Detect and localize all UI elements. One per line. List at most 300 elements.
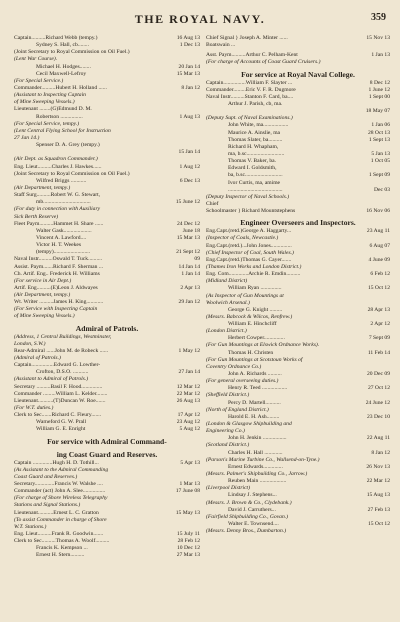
entry-line xyxy=(206,151,390,158)
entry-line xyxy=(14,285,200,292)
entry-text: Thomas V. Baker, ba. xyxy=(228,158,277,165)
entry-line xyxy=(206,464,390,471)
entry-line xyxy=(14,256,200,263)
entry-text: Crofton, D.S.O. ........... xyxy=(36,369,89,376)
entry-text: (Air Dept. as Squadron Commander.) xyxy=(14,156,98,163)
entry-text: Commander.........Eric V. F. R. Dugmore xyxy=(206,86,296,93)
entry-date: 8 Jan 12 xyxy=(371,449,390,456)
entry-text: George G. Knight ......... xyxy=(228,306,283,313)
entry-note xyxy=(14,206,200,213)
entry-line xyxy=(14,228,200,235)
entry-text: (London District.) xyxy=(206,328,247,335)
entry-line xyxy=(14,419,200,426)
entry-line xyxy=(14,538,200,545)
entry-text: (For duty in connection with Auxiliary xyxy=(14,206,101,213)
entry-text: Lieutenant ........(G)Edmund D. M. xyxy=(14,106,92,113)
entry-date: 23 Aug 11 xyxy=(366,228,390,235)
entry-text: Ernest H. Stern.......... xyxy=(36,552,85,559)
entry-note xyxy=(206,357,390,364)
entry-text: Edward I. Goldsmith, xyxy=(228,165,277,172)
entry-date: 15 June 12 xyxy=(175,199,200,206)
section-heading: Admiral of Patrols. xyxy=(75,323,139,333)
entry-text: (To assist Commander in charge of Shore xyxy=(14,516,107,523)
entry-text: Wilfred Briggs ........... xyxy=(36,177,87,184)
entry-text: Eng. Lieut..........Charles J. Hawkes...... xyxy=(14,163,102,170)
entry-line xyxy=(206,108,390,115)
entry-text: Eng. Com..............Archie R. Emdin.......... xyxy=(206,271,301,278)
entry-date: 1 Mar 13 xyxy=(179,481,200,488)
entry-date: 8 Dec 12 xyxy=(369,79,390,86)
entry-text: Chief Signal } Joseph A. Minter ...... xyxy=(206,35,288,41)
entry-date: 15 May 13 xyxy=(175,509,200,516)
entry-note xyxy=(14,313,200,320)
entry-date: 7 Sept 09 xyxy=(368,335,390,342)
entry-text: Commander .........William L. Kelder........ xyxy=(14,390,108,397)
entry-text: Reuben Main ................... xyxy=(228,478,287,485)
entry-line xyxy=(14,35,200,42)
running-title: THE ROYAL NAVY. xyxy=(134,12,266,26)
entry-line xyxy=(14,545,200,552)
entry-note xyxy=(14,376,200,383)
entry-text: (Messrs. Palmer's Shipbuilding Co., Jarrow.) xyxy=(206,471,308,478)
entry-note xyxy=(206,264,390,271)
entry-line xyxy=(206,201,390,208)
entry-text: (For service in Air Dept.) xyxy=(14,277,72,284)
entry-line xyxy=(14,412,200,419)
entry-text: Herbert Cowper............... xyxy=(228,335,285,342)
entry-line xyxy=(14,64,200,71)
entry-text: (Chief Inspector of Coal, South Wales.) xyxy=(206,249,294,256)
entry-line xyxy=(14,426,200,433)
entry-note xyxy=(14,99,200,106)
entry-date: 1 Jan 06 xyxy=(371,122,390,129)
entry-date: 27 Oct 12 xyxy=(367,385,390,392)
entry-date: 6 Dec 13 xyxy=(179,177,200,184)
entry-text: Coventry Ordnance Co.) xyxy=(206,363,262,370)
entry-line xyxy=(14,249,200,256)
entry-text: 27 Jan 14.) xyxy=(14,134,40,141)
entry-line xyxy=(206,52,390,59)
entry-text: (Assistant to Inspecting Captain xyxy=(14,92,86,99)
entry-line xyxy=(206,335,390,342)
entry-line xyxy=(206,450,390,457)
entry-text: Henry R. Teed .................. xyxy=(228,385,288,392)
section-heading: For service at Royal Naval College. xyxy=(241,69,355,79)
entry-line xyxy=(14,481,200,488)
entry-note xyxy=(206,428,390,435)
entry-date: 27 Jan 14 xyxy=(178,369,200,376)
entry-line xyxy=(206,35,390,42)
entry-date: 22 Aug 11 xyxy=(366,435,390,442)
entry-note xyxy=(206,364,390,371)
entry-text: Clerk to Sec.......Richard C. Fleury....... xyxy=(14,412,102,419)
entry-text: Ch. Artif. Eng.. Frederick H. Williams xyxy=(14,270,100,277)
entry-text: Sick Berth Reserve) xyxy=(14,213,59,220)
entry-text xyxy=(206,108,364,115)
entry-date: 29 Jan 12 xyxy=(178,299,200,306)
entry-text: Commander..........Hubert H. Holland ...... xyxy=(14,84,107,91)
entry-text: Michael H. Hodges........ xyxy=(36,63,91,70)
entry-date: 16 Nov 06 xyxy=(366,208,390,215)
entry-note xyxy=(206,442,390,449)
entry-note xyxy=(14,128,200,135)
entry-line xyxy=(206,137,390,144)
entry-text: (Inspector of Coals, Newcastle.) xyxy=(206,235,279,242)
entry-line xyxy=(206,80,390,87)
entry-date: 1 Aug 12 xyxy=(179,163,200,170)
entry-text: ma, b.sc........................... xyxy=(228,150,285,157)
entry-note xyxy=(14,92,200,99)
entry-note xyxy=(206,342,390,349)
entry-text: (Sheffield District.) xyxy=(206,392,250,399)
entry-date: 4 June 09 xyxy=(368,256,390,263)
entry-text: William G. E. Enright xyxy=(36,426,86,433)
entry-text: (Admiral of Patrols.) xyxy=(14,355,61,362)
entry-note xyxy=(14,214,200,221)
entry-text: Boatswain ... xyxy=(206,42,236,49)
entry-note xyxy=(14,355,200,362)
entry-date: 1 Sept 00 xyxy=(368,93,390,100)
entry-date: 18 May 07 xyxy=(365,108,390,115)
entry-date: 1 Sept 09 xyxy=(368,172,390,179)
entry-date: 17 June 08 xyxy=(175,488,200,495)
entry-text: William Ryan ............... xyxy=(228,285,282,292)
entry-text: (North of England District.) xyxy=(206,406,269,413)
entry-date: 21 Sept 12 xyxy=(176,249,200,256)
entry-text: mb.................................. xyxy=(36,199,91,206)
entry-note xyxy=(14,135,200,142)
entry-note xyxy=(206,115,390,122)
entry-text: (Assistant to Admiral of Patrols.) xyxy=(14,376,89,383)
entry-note xyxy=(14,495,200,502)
entry-text: (For Service with Inspecting Captain xyxy=(14,306,98,313)
entry-line xyxy=(206,158,390,165)
entry-text: (tempy).......................... xyxy=(36,249,91,256)
entry-line xyxy=(14,271,200,278)
entry-text: Robertson ................ xyxy=(36,113,83,120)
entry-note xyxy=(14,306,200,313)
entry-line xyxy=(14,192,200,199)
page-number: 359 xyxy=(371,12,386,23)
entry-date: 26 Nov 13 xyxy=(366,463,390,470)
entry-text: Maurice A. Ainslie, ma xyxy=(228,129,281,136)
entry-text: Captain................William F. Slayter ... xyxy=(206,79,293,86)
entry-text: (Thames Iron Works and London District.) xyxy=(206,263,302,270)
entry-date: 15 Mar 13 xyxy=(176,70,200,77)
entry-line xyxy=(206,271,390,278)
entry-date: 1 Sept 13 xyxy=(368,136,390,143)
entry-line xyxy=(206,435,390,442)
entry-text: Lieutenant...........(T)Duncan W. Roe....... xyxy=(14,397,106,404)
section-heading: ing Coast Guard and Reserves. xyxy=(56,449,158,459)
entry-date: 10 Dec 12 xyxy=(177,545,200,552)
entry-date: 15 Nov 13 xyxy=(366,35,390,41)
entry-note xyxy=(206,378,390,385)
entry-line xyxy=(14,362,200,369)
section-heading: Engineer Overseers and Inspectors. xyxy=(240,218,356,228)
entry-text: (For W.T. duties.) xyxy=(14,405,54,412)
entry-text: Asst. Paym..........Arthur C. Pelham-Kent xyxy=(206,52,298,59)
entry-line xyxy=(14,348,200,355)
entry-text: (For Special Service, tempy.) xyxy=(14,120,80,127)
entry-text: of Mine Sweeping Vessels.) xyxy=(14,313,75,320)
entry-line xyxy=(14,299,200,306)
entry-line xyxy=(206,122,390,129)
section-heading: For service with Admiral Command- xyxy=(47,436,167,446)
entry-line xyxy=(206,228,390,235)
entry-text xyxy=(14,149,177,156)
entry-note xyxy=(206,250,390,257)
entry-line xyxy=(206,257,390,264)
entry-note xyxy=(206,278,390,285)
entry-text: Naval Instr..........Stanton F. Card, ba.... xyxy=(206,93,294,100)
entry-note xyxy=(206,59,390,66)
entry-note xyxy=(14,517,200,524)
entry-text: Thomas Slater, ba.......... xyxy=(228,136,283,143)
entry-note xyxy=(14,467,200,474)
entry-note xyxy=(206,314,390,321)
entry-text: Engineering Co.) xyxy=(206,428,245,435)
entry-text: David J. Carruthers... xyxy=(228,506,276,513)
entry-text: Captain ..............Hugh H. D. Tothill... xyxy=(14,459,99,466)
entry-date: 11 Feb 14 xyxy=(367,349,390,356)
entry-text: Victor H. T. Weekes xyxy=(36,242,82,249)
entry-line xyxy=(206,521,390,528)
entry-text: Sydney S. Hall, cb........ xyxy=(36,42,89,49)
entry-line xyxy=(14,235,200,242)
entry-line xyxy=(206,144,390,151)
entry-date: 2 Apr 12 xyxy=(370,321,390,328)
entry-line xyxy=(206,307,390,314)
entry-date: 24 June 12 xyxy=(365,399,390,406)
entry-note xyxy=(206,485,390,492)
entry-date: 28 Apr 13 xyxy=(367,306,390,313)
entry-line xyxy=(14,171,200,178)
entry-text: Rear-Admiral ......John M. de Robeck ...... xyxy=(14,347,109,354)
entry-text: Eng. Lieut..........Frank R. Goodwin....... xyxy=(14,531,104,537)
entry-text: Coast Guard and Reserves.) xyxy=(14,473,78,480)
entry-date: 17 Apr 12 xyxy=(177,412,200,419)
entry-date: 23 Dec 10 xyxy=(367,413,390,420)
entry-text: (Air Department, tempy.) xyxy=(14,184,71,191)
entry-text: Walter Gask.................... xyxy=(36,227,92,234)
entry-line xyxy=(14,398,200,405)
entry-line xyxy=(206,130,390,137)
entry-line xyxy=(14,369,200,376)
entry-text: (Lent Central Flying School for Instruction xyxy=(14,127,111,134)
entry-note xyxy=(206,421,390,428)
entry-note xyxy=(14,474,200,481)
entry-line xyxy=(206,321,390,328)
entry-date: 1 Jan 14 xyxy=(181,270,200,277)
entry-date: Dec 03 xyxy=(374,186,390,193)
entry-date: 26 Aug 13 xyxy=(176,397,200,404)
entry-date: 15 July 11 xyxy=(176,531,200,537)
entry-note xyxy=(14,156,200,163)
entry-text: (Midland District) xyxy=(206,278,248,285)
entry-note xyxy=(206,328,390,335)
entry-note xyxy=(14,278,200,285)
entry-line xyxy=(206,87,390,94)
entry-date: 14 Jan 14 xyxy=(178,263,200,270)
entry-text: Schoolmaster } Richard Mountstephens xyxy=(206,208,296,215)
entry-line xyxy=(206,172,390,179)
entry-date: 1 Dec 13 xyxy=(179,42,200,49)
entry-date: 1 Oct 05 xyxy=(370,158,390,165)
entry-date: 09 xyxy=(194,256,200,263)
entry-note xyxy=(14,502,200,509)
entry-date: 6 Feb 12 xyxy=(370,271,390,278)
entry-text: Lindsay J. Stephens... xyxy=(228,492,277,499)
entry-text: Captain..........Richard Webb (tempy.) xyxy=(14,35,98,41)
entry-text: (For charge of Shore Wireless Telegraphy xyxy=(14,495,108,502)
entry-text: (London & Glasgow Shipbuilding and xyxy=(206,421,292,428)
entry-text: Naval Instr..........Oswald T. Tuck.......... xyxy=(14,256,103,263)
entry-note xyxy=(206,235,390,242)
entry-text: (Lent War Course). xyxy=(14,56,58,63)
entry-line xyxy=(206,350,390,357)
entry-date: 22 Mar 12 xyxy=(176,390,200,397)
entry-date: 27 Feb 13 xyxy=(367,506,390,513)
entry-date: 15 Mar 13 xyxy=(176,234,200,241)
entry-text: (For general overseeing duties.) xyxy=(206,378,279,385)
entry-text: Lieutenant...........Ernest L. C. Gratton xyxy=(14,509,99,516)
entry-text: Eng.Capt.(retd.)...John Jones............... xyxy=(206,242,292,249)
entry-text: (For Special Service.) xyxy=(14,77,64,84)
entry-date: 15 Aug 13 xyxy=(366,492,390,499)
entry-text: (Messrs. J. Brown & Co., Clydebank.) xyxy=(206,499,292,506)
entry-note xyxy=(14,56,200,63)
entry-text: Thomas H. Christen xyxy=(228,349,274,356)
entry-line xyxy=(206,285,390,292)
entry-line xyxy=(206,507,390,514)
entry-date: 8 Jan 12 xyxy=(181,84,200,91)
entry-line xyxy=(206,180,390,187)
entry-text: Stations and Signal Stations.) xyxy=(14,502,81,509)
entry-text: (Air Department, tempy.) xyxy=(14,292,71,299)
entry-text: London, S.W.) xyxy=(14,340,46,347)
entry-line xyxy=(14,384,200,391)
entry-date: June 18 xyxy=(182,227,200,234)
entry-note xyxy=(206,471,390,478)
entry-text: (Fairfield Shipbuilding Co., Govan.) xyxy=(206,513,289,520)
entry-text: Eng.Capt.(retd.)George A. Haggarty... xyxy=(206,228,292,235)
entry-text: ba, b.sc........................... xyxy=(228,172,283,179)
entry-note xyxy=(14,334,200,341)
entry-text: John A. Richards .......... xyxy=(228,371,282,378)
entry-note xyxy=(206,528,390,535)
entry-line xyxy=(206,385,390,392)
entry-text: Ivor Curtis, ma, amime xyxy=(228,179,281,186)
entry-date: 20 Dec 09 xyxy=(367,371,390,378)
entry-text: John H. Jenkin ................. xyxy=(228,435,287,442)
entry-line xyxy=(14,106,200,113)
entry-note xyxy=(206,407,390,414)
entry-line xyxy=(206,94,390,101)
entry-text: Ernest Edwards.............. xyxy=(228,463,283,470)
entry-text: (Joint Secretary to Royal Commission on Oil Fuel.) xyxy=(14,49,130,56)
entry-text: Vincent A. Lawford.... xyxy=(36,234,87,241)
entry-text: Clerk to Sec..........Thomas A. Woolf.......... xyxy=(14,538,110,545)
entry-date: 5 Jan 13 xyxy=(371,150,390,157)
entry-note xyxy=(14,292,200,299)
entry-date: 1 Aug 13 xyxy=(179,113,200,120)
entry-text: Charles H. Hall ............. xyxy=(228,449,283,456)
entry-date: 24 Dec 12 xyxy=(177,220,200,227)
entry-line xyxy=(206,101,390,108)
entry-note xyxy=(206,500,390,507)
entry-note xyxy=(14,121,200,128)
entry-note xyxy=(206,194,390,201)
entry-text: Chief xyxy=(206,200,219,207)
entry-date: 16 Aug 13 xyxy=(176,35,200,41)
entry-text: Warneford G. W. Prall xyxy=(36,419,87,426)
entry-text: (Parson's Marine Turbine Co., Wallsend-on-Tyne.) xyxy=(206,456,320,463)
entry-text: (As Assistant to the Admiral Commanding xyxy=(14,466,109,473)
entry-text: (Deputy Inspector of Naval Schools.) xyxy=(206,193,290,200)
entry-line xyxy=(14,49,200,56)
entry-line xyxy=(14,510,200,517)
entry-date: 5 Apr 13 xyxy=(180,459,200,466)
entry-text: Percy D. Martell........... xyxy=(228,399,281,406)
entry-text: John White, ma.................. xyxy=(228,122,289,129)
entry-text: Assist. Paym.......Richard F. Sherman ... xyxy=(14,263,104,270)
entry-note xyxy=(206,293,390,300)
entry-line xyxy=(206,42,390,49)
entry-line xyxy=(14,114,200,121)
entry-note xyxy=(206,457,390,464)
entry-note xyxy=(14,524,200,531)
entry-line xyxy=(14,264,200,271)
entry-note xyxy=(206,392,390,399)
entry-text: Fleet Paym..........Hammet H. Share ...... xyxy=(14,220,104,227)
entry-text: (Deputy Supt. of Naval Examinations.) xyxy=(206,115,293,122)
entry-date: 22 Mar 12 xyxy=(366,478,390,485)
page-header xyxy=(0,12,400,26)
entry-text: Walter E. Townsend.... xyxy=(228,521,279,527)
entry-date: 1 May 12 xyxy=(178,347,200,354)
entry-line xyxy=(14,391,200,398)
entry-date: 28 Feb 12 xyxy=(177,538,200,545)
right-column xyxy=(206,35,390,535)
entry-date: 23 Aug 12 xyxy=(176,419,200,426)
entry-line xyxy=(206,400,390,407)
entry-line xyxy=(206,478,390,485)
entry-line xyxy=(206,208,390,215)
entry-line xyxy=(14,552,200,559)
entry-line xyxy=(14,71,200,78)
entry-line xyxy=(14,221,200,228)
entry-text: Secretary..............Francis W. Walshe .... xyxy=(14,481,103,488)
entry-line xyxy=(14,199,200,206)
entry-date: 2 Apr 13 xyxy=(180,284,200,291)
entry-text: Wt. Writer ..........James H. King............ xyxy=(14,299,104,306)
entry-note xyxy=(14,185,200,192)
entry-line xyxy=(14,242,200,249)
entry-note xyxy=(14,78,200,85)
entry-line xyxy=(206,187,390,194)
entry-text: Arthur J. Parish, cb, ma. xyxy=(228,100,283,107)
entry-note xyxy=(14,341,200,348)
entry-text: William E. Hinchcliff xyxy=(228,321,277,328)
entry-text: (As Inspector of Gun Mountings at xyxy=(206,292,284,299)
entry-text: Cecil Maxwell-Lefroy xyxy=(36,70,87,77)
entry-text: (Scotland District.) xyxy=(206,442,250,449)
entry-date: 20 Jan 14 xyxy=(178,63,200,70)
entry-text: Commander (act) John A. Slee................ xyxy=(14,488,106,495)
entry-date: 12 Mar 12 xyxy=(176,383,200,390)
entry-text: Captain................Edward G. Lowther- xyxy=(14,362,101,369)
